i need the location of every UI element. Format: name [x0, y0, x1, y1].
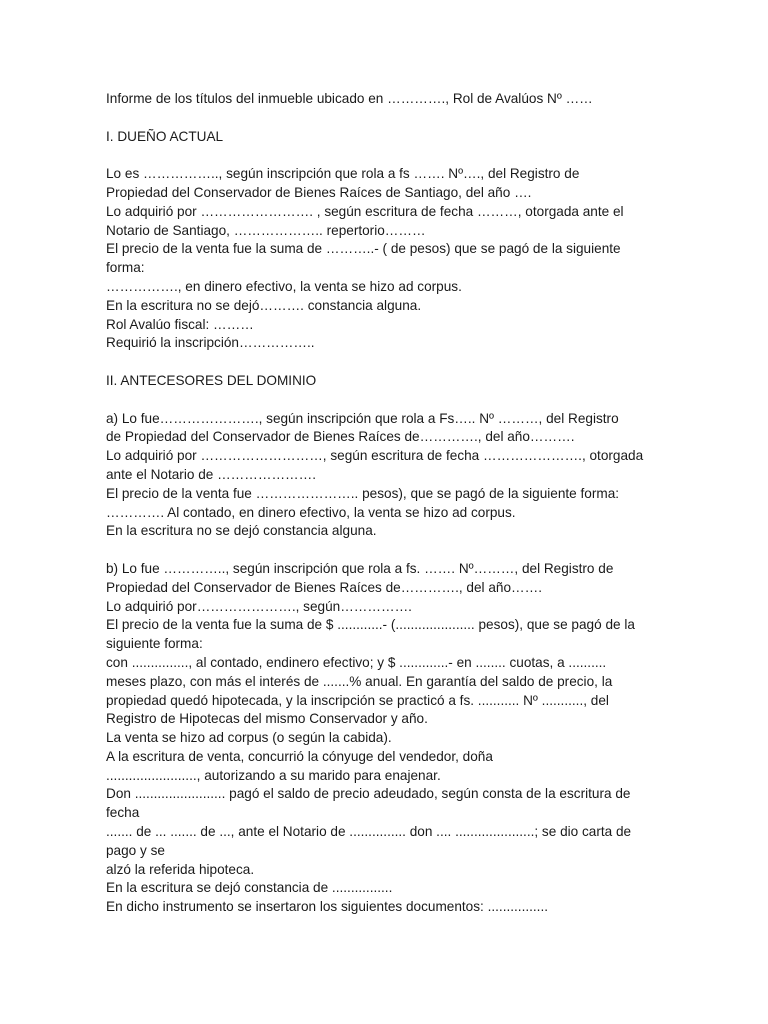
spacer [106, 146, 652, 165]
previous-owner-b [106, 560, 652, 917]
text-line: ....... de ... ....... de ..., ante el Notario de ............... don .... .....................; se dio carta de [106, 824, 632, 840]
text-line: Lo adquirió por…………………., según……………. [106, 598, 412, 614]
text-line: …………. Al contado, en dinero efectivo, la venta se hizo ad corpus. [106, 504, 516, 520]
text-line: El precio de la venta fue la suma de ………..- ( de pesos) que se pagó de la siguiente [106, 241, 621, 257]
spacer [106, 391, 652, 410]
text-line: alzó la referida hipoteca. [106, 861, 255, 877]
document-body [106, 90, 652, 917]
text-line: Registro de Hipotecas del mismo Conservador y año. [106, 711, 428, 727]
text-line: Propiedad del Conservador de Bienes Raíces de…………., del año……. [106, 579, 542, 595]
text-line: siguiente forma: [106, 636, 203, 652]
previous-owner-a [106, 410, 652, 542]
section-heading-previous-owners: II. ANTECESORES DEL DOMINIO [106, 372, 317, 388]
text-line: propiedad quedó hipotecada, y la inscripción se practicó a fs. ........... Nº ..........., del [106, 692, 609, 708]
text-line: En la escritura se dejó constancia de ................ [106, 880, 393, 896]
text-line: El precio de la venta fue la suma de $ ............- (..................... pesos), que se pagó de la [106, 617, 635, 633]
text-line: En dicho instrumento se insertaron los siguientes documentos: ................ [106, 899, 549, 915]
text-line: con ..............., al contado, endinero efectivo; y $ .............- en ........ cuotas, a .......... [106, 654, 607, 670]
text-line: En la escritura no se dejó………. constancia alguna. [106, 297, 422, 313]
text-line: A la escritura de venta, concurrió la cónyuge del vendedor, doña [106, 748, 493, 764]
text-line: Lo es …………….., según inscripción que rola a fs ……. Nº…., del Registro de [106, 166, 580, 182]
spacer [106, 541, 652, 560]
text-line: de Propiedad del Conservador de Bienes Raíces de…………., del año………. [106, 429, 575, 445]
text-line: En la escritura no se dejó constancia alguna. [106, 523, 377, 539]
text-line: ante el Notario de …………………. [106, 466, 317, 482]
text-line: El precio de la venta fue ………………….. pesos), que se pagó de la siguiente forma: [106, 485, 620, 501]
section-current-owner [106, 165, 652, 353]
text-line: a) Lo fue…………………., según inscripción que rola a Fs….. Nº ………, del Registro [106, 410, 619, 426]
spacer [106, 353, 652, 372]
text-line: meses plazo, con más el interés de .......% anual. En garantía del saldo de precio, la [106, 673, 613, 689]
section-heading-current-owner: I. DUEÑO ACTUAL [106, 128, 224, 144]
text-line: Notario de Santiago, ……………….. repertorio……… [106, 222, 426, 238]
text-line: Don ........................ pagó el saldo de precio adeudado, según consta de la escritura de [106, 786, 631, 802]
text-line: Propiedad del Conservador de Bienes Raíces de Santiago, del año …. [106, 184, 532, 200]
text-line: Rol Avalúo fiscal: ……… [106, 316, 254, 332]
text-line: La venta se hizo ad corpus (o según la cabida). [106, 730, 392, 746]
text-line: b) Lo fue ………….., según inscripción que rola a fs. ……. Nº………, del Registro de [106, 560, 614, 576]
intro-line: Informe de los títulos del inmueble ubicado en …………., Rol de Avalúos Nº …… [106, 91, 593, 106]
text-line: Lo adquirió por ……………………. , según escritura de fecha ………, otorgada ante el [106, 203, 624, 219]
text-line: forma: [106, 260, 145, 276]
text-line: pago y se [106, 842, 165, 858]
text-line: fecha [106, 805, 140, 821]
text-line: Lo adquirió por ………………………, según escritura de fecha …………………., otorgada [106, 448, 644, 464]
spacer [106, 109, 652, 128]
text-line: Requirió la inscripción…………….. [106, 335, 315, 351]
text-line: ........................, autorizando a su marido para enajenar. [106, 767, 441, 783]
text-line: ……………., en dinero efectivo, la venta se hizo ad corpus. [106, 278, 462, 294]
